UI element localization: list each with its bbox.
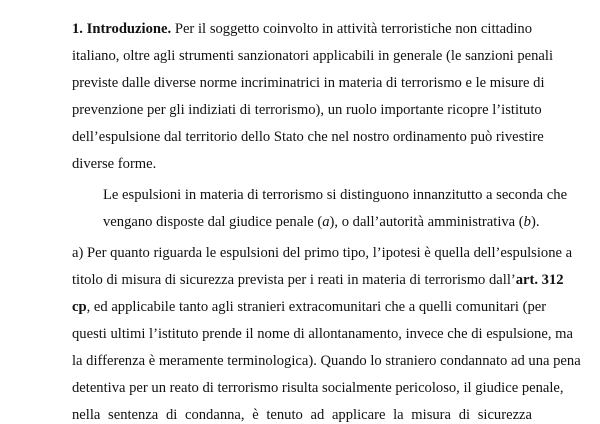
paragraph1-line-2: italiano, oltre agli strumenti sanzionatori applicabili in generale (le sanzioni penali — [72, 48, 554, 64]
paragraph2-line-2 — [103, 213, 540, 231]
paragraph2-line-2-part-3: ). — [530, 214, 540, 230]
paragraph3-line-1: a) Per quanto riguarda le espulsioni del primo tipo, l’ipotesi è quella dell’espulsione a — [72, 245, 573, 261]
section-heading: 1. Introduzione. — [72, 21, 172, 37]
code-reference: cp — [72, 299, 87, 315]
paragraph1-line-1 — [72, 20, 532, 38]
paragraph2-line-2-part-2: ), o dall’autorità amministrativa ( — [329, 214, 524, 230]
paragraph1-line-5: dell’espulsione dal territorio dello Stato che nel nostro ordinamento può rivestire — [72, 129, 544, 145]
paragraph3-line-5: la differenza è meramente terminologica). Quando lo straniero condannato ad una pena — [72, 353, 581, 369]
paragraph3-line-3 — [72, 298, 547, 316]
paragraph3-line-4: questi ultimi l’istituto prende il nome di allontanamento, invece che di espulsione, ma — [72, 326, 573, 342]
paragraph1-line-1-text: Per il soggetto coinvolto in attività terroristiche non cittadino — [171, 21, 532, 37]
paragraph2-line-1: Le espulsioni in materia di terrorismo si distinguono innanzitutto a seconda che — [103, 187, 568, 203]
paragraph1-line-4: prevenzione per gli indiziati di terrorismo), un ruolo importante ricopre l’istituto — [72, 102, 542, 118]
paragraph1-line-3: previste dalle diverse norme incriminatrici in materia di terrorismo e le misure di — [72, 75, 545, 91]
article-reference: art. 312 — [515, 272, 564, 288]
paragraph2-line-2-part-1: vengano disposte dal giudice penale ( — [103, 214, 323, 230]
paragraph3-line-2 — [72, 271, 564, 289]
paragraph3-line-3-text: , ed applicabile tanto agli stranieri extracomunitari che a quelli comunitari (per — [86, 299, 547, 315]
paragraph3-line-2-text: titolo di misura di sicurezza prevista per i reati in materia di terrorismo dall’ — [72, 272, 516, 288]
paragraph3-line-6: detentiva per un reato di terrorismo risulta socialmente pericoloso, il giudice penale, — [72, 380, 564, 396]
option-b-italic: b — [523, 214, 531, 230]
paragraph3-line-7: nella sentenza di condanna, è tenuto ad applicare la misura di sicurezza — [72, 407, 532, 423]
paragraph1-line-6: diverse forme. — [72, 156, 157, 172]
option-a-italic: a — [322, 214, 330, 230]
